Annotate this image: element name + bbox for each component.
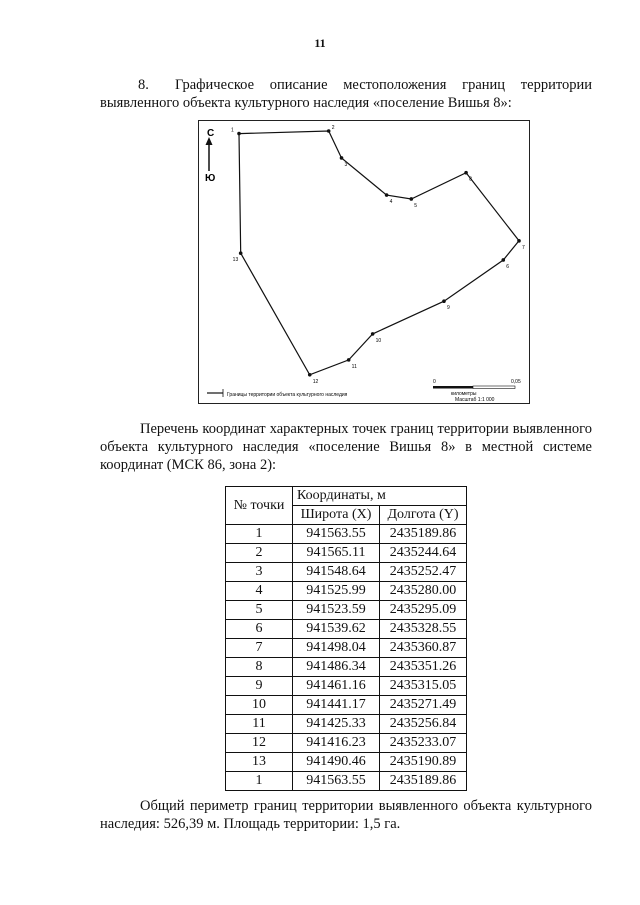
boundary-point-label: 4: [389, 199, 393, 206]
boundary-point-marker: [308, 373, 312, 377]
latitude-cell: 941523.59: [293, 601, 380, 620]
summary-paragraph: [100, 797, 592, 833]
point-number-cell: 1: [226, 772, 293, 791]
header-latitude: Широта (X): [293, 506, 380, 525]
scale-ratio-label: Масштаб 1:1 000: [455, 397, 495, 403]
boundary-point-label: 1: [231, 127, 234, 134]
boundary-point-marker: [385, 193, 389, 197]
longitude-cell: 2435189.86: [380, 525, 467, 544]
table-row: [226, 601, 467, 620]
longitude-cell: 2435256.84: [380, 715, 467, 734]
boundary-point-marker: [327, 129, 331, 133]
longitude-cell: 2435244.64: [380, 544, 467, 563]
compass-south-label: Ю: [205, 173, 216, 184]
longitude-cell: 2435271.49: [380, 696, 467, 715]
table-row: [226, 734, 467, 753]
point-number-cell: 2: [226, 544, 293, 563]
table-row: [226, 544, 467, 563]
latitude-cell: 941486.34: [293, 658, 380, 677]
point-number-cell: 12: [226, 734, 293, 753]
boundary-point-label: 2: [331, 125, 335, 131]
point-number-cell: 11: [226, 715, 293, 734]
map-canvas: [199, 121, 529, 403]
map-legend: [207, 389, 348, 398]
point-number-cell: 3: [226, 563, 293, 582]
compass-north-label: С: [207, 128, 215, 139]
latitude-cell: 941525.99: [293, 582, 380, 601]
latitude-cell: 941563.55: [293, 772, 380, 791]
table-row: [226, 525, 467, 544]
longitude-cell: 2435295.09: [380, 601, 467, 620]
longitude-cell: 2435190.89: [380, 753, 467, 772]
table-row: [226, 639, 467, 658]
point-number-cell: 13: [226, 753, 293, 772]
scale-unit-label: километры: [451, 391, 477, 397]
boundary-point-marker: [442, 299, 446, 303]
longitude-cell: 2435328.55: [380, 620, 467, 639]
longitude-cell: 2435360.87: [380, 639, 467, 658]
section-text: Графическое описание местоположения границ территории выявленного объекта культурного наследия «поселение Вишья 8»:: [100, 77, 592, 111]
scale-zero-label: 0: [433, 379, 436, 385]
boundary-point-label: 5: [414, 202, 418, 209]
boundary-point-label: 13: [232, 257, 239, 264]
latitude-cell: 941565.11: [293, 544, 380, 563]
latitude-cell: 941441.17: [293, 696, 380, 715]
scale-end-label: 0,05: [511, 379, 521, 385]
table-row: [226, 677, 467, 696]
latitude-cell: 941416.23: [293, 734, 380, 753]
coordinates-intro: [100, 420, 592, 474]
point-number-cell: 4: [226, 582, 293, 601]
point-number-cell: 6: [226, 620, 293, 639]
longitude-cell: 2435189.86: [380, 772, 467, 791]
coordinates-table: [225, 486, 467, 791]
boundary-point-label: 6: [506, 263, 510, 270]
boundary-point-label: 11: [351, 363, 357, 370]
boundary-point-marker: [501, 258, 505, 262]
legend-label: Границы территории объекта культурного наследия: [227, 392, 348, 398]
table-row: [226, 658, 467, 677]
boundary-point-label: 12: [312, 378, 319, 385]
latitude-cell: 941490.46: [293, 753, 380, 772]
boundary-point-marker: [237, 132, 241, 136]
intro-text: Перечень координат характерных точек границ территории выявленного объекта культурного наследия «поселение Вишья 8» в местной системе координат (МСК 86, зона 2):: [100, 421, 592, 473]
boundary-point-label: 8: [469, 176, 472, 183]
point-number-cell: 1: [226, 525, 293, 544]
point-number-cell: 10: [226, 696, 293, 715]
latitude-cell: 941425.33: [293, 715, 380, 734]
point-number-cell: 7: [226, 639, 293, 658]
boundary-point-marker: [464, 171, 468, 175]
boundary-point-marker: [347, 358, 351, 362]
longitude-cell: 2435315.05: [380, 677, 467, 696]
longitude-cell: 2435252.47: [380, 563, 467, 582]
header-point-number: № точки: [226, 487, 293, 525]
section-heading: [100, 76, 592, 112]
table-row: [226, 563, 467, 582]
boundary-point-label: 7: [522, 244, 525, 251]
table-row: [226, 582, 467, 601]
point-number-cell: 5: [226, 601, 293, 620]
scale-bar: [433, 379, 521, 403]
latitude-cell: 941498.04: [293, 639, 380, 658]
table-row: [226, 620, 467, 639]
latitude-cell: 941539.62: [293, 620, 380, 639]
latitude-cell: 941461.16: [293, 677, 380, 696]
latitude-cell: 941548.64: [293, 563, 380, 582]
boundary-point-label: 3: [344, 161, 348, 168]
boundary-point-label: 10: [375, 337, 382, 344]
section-number: 8.: [138, 77, 149, 93]
table-row: [226, 696, 467, 715]
boundary-point-marker: [517, 239, 521, 243]
boundary-point-marker: [239, 251, 243, 255]
table-row: [226, 753, 467, 772]
boundary-points: [231, 125, 525, 385]
table-row: [226, 715, 467, 734]
longitude-cell: 2435233.07: [380, 734, 467, 753]
compass-icon: [205, 128, 215, 184]
latitude-cell: 941563.55: [293, 525, 380, 544]
point-number-cell: 9: [226, 677, 293, 696]
header-longitude: Долгота (Y): [380, 506, 467, 525]
summary-text: Общий периметр границ территории выявленного объекта культурного наследия: 526,39 м. Площадь территории: 1,5 га.: [100, 798, 592, 832]
boundary-point-marker: [371, 332, 375, 336]
point-number-cell: 8: [226, 658, 293, 677]
coordinates-table-body: [226, 525, 467, 791]
header-coordinates: Координаты, м: [293, 487, 467, 506]
page-number: 11: [314, 36, 326, 50]
boundary-point-marker: [409, 197, 413, 201]
longitude-cell: 2435351.26: [380, 658, 467, 677]
boundary-map: [198, 120, 530, 404]
boundary-point-label: 9: [446, 305, 450, 312]
boundary-point-marker: [340, 156, 344, 160]
table-row: [226, 772, 467, 791]
longitude-cell: 2435280.00: [380, 582, 467, 601]
